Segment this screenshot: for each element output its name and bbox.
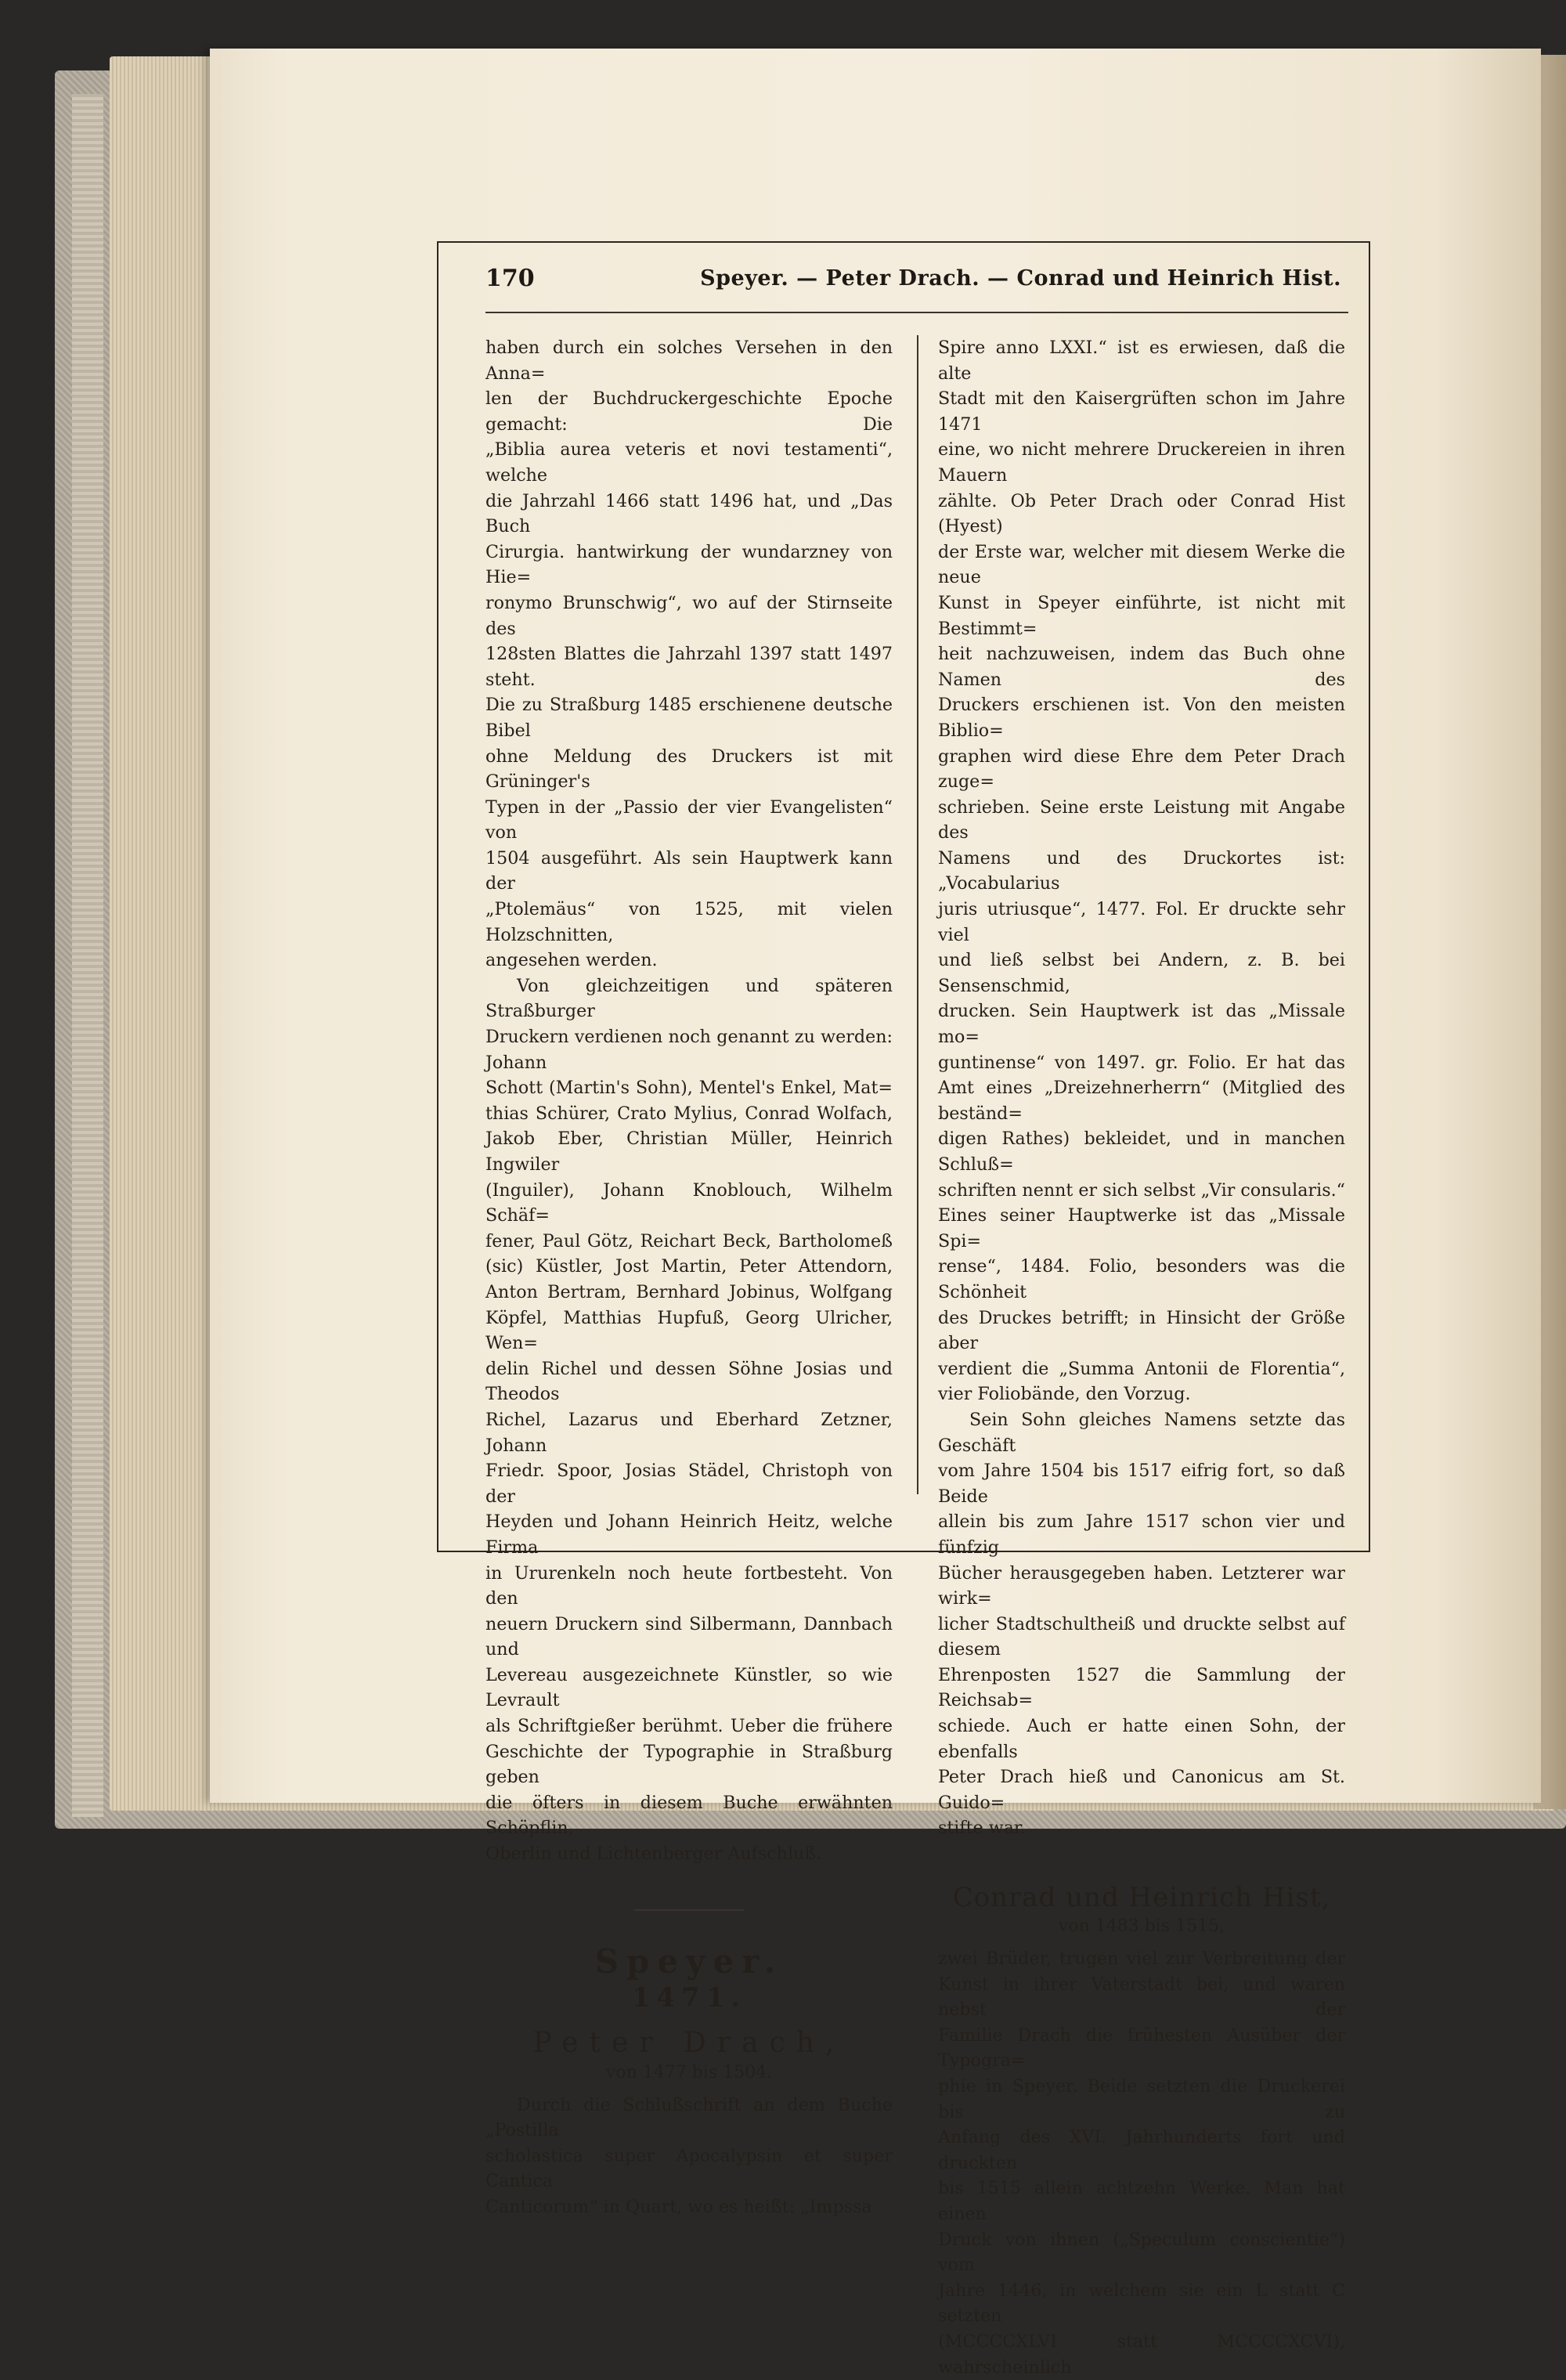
text-line: Spire anno LXXI.“ ist es erwiesen, daß die alte xyxy=(938,338,1345,384)
text-line: (MCCCCXLVI statt MCCCCXCVI), wahrscheinlich xyxy=(938,2331,1345,2378)
text-line: fener, Paul Götz, Reichart Beck, Bartholomeß xyxy=(485,1230,893,1251)
text-line: zählte. Ob Peter Drach oder Conrad Hist (Hyest) xyxy=(938,490,1345,537)
text-line: vier Foliobände, den Vorzug. xyxy=(938,1384,1191,1405)
text-line: Canticorum“ in Quart, wo es heißt: „Impssa xyxy=(485,2197,872,2217)
text-line: stifte war. xyxy=(938,1818,1027,1839)
text-line: Druck von ihnen („Speculum conscientie“) vom xyxy=(938,2229,1345,2276)
section-heading-city: Speyer. xyxy=(594,1941,784,1981)
text-line: heit nachzuweisen, indem das Buch ohne Namen des xyxy=(938,644,1345,690)
text-line: schrieben. Seine erste Leistung mit Angabe des xyxy=(938,796,1345,843)
header-rule xyxy=(485,312,1348,313)
book-spine-cloth xyxy=(72,94,103,1817)
text-line: Familie Drach die frühesten Ausüber der Typogra= xyxy=(938,2024,1345,2071)
text-line: drucken. Sein Hauptwerk ist das „Missale mo= xyxy=(938,1001,1345,1048)
text-line: Friedr. Spoor, Josias Städel, Christoph von der xyxy=(485,1461,893,1507)
text-line: Druckern verdienen noch genannt zu werden: Johann xyxy=(485,1027,893,1073)
text-line: Stadt mit den Kaisergrüften schon im Jahre 1471 xyxy=(938,388,1345,435)
text-line: ronymo Brunschwig“, wo auf der Stirnseite des xyxy=(485,592,893,639)
text-line: angesehen werden. xyxy=(485,950,658,971)
text-line: Typen in der „Passio der vier Evangelisten“ von xyxy=(485,796,893,843)
text-line: 1504 ausgeführt. Als sein Hauptwerk kann der xyxy=(485,847,893,894)
text-line: guntinense“ von 1497. gr. Folio. Er hat das xyxy=(938,1052,1345,1073)
text-line: Bücher herausgegeben haben. Letzterer war wirk= xyxy=(938,1562,1345,1609)
text-line: thias Schürer, Crato Mylius, Conrad Wolfach, xyxy=(485,1103,893,1124)
text-line: Druckers erschienen ist. Von den meisten Biblio= xyxy=(938,695,1345,741)
paragraph xyxy=(485,973,893,1867)
paragraph xyxy=(938,1407,1345,1841)
text-line: bis 1515 allein achtzehn Werke. Man hat einen xyxy=(938,2178,1345,2224)
printer-years: von 1483 bis 1515, xyxy=(1058,1916,1225,1937)
text-line: Heyden und Johann Heinrich Heitz, welche Firma xyxy=(485,1511,893,1558)
printer-heading: Peter Drach, xyxy=(532,2026,846,2059)
left-column xyxy=(485,335,893,2217)
text-line: Ehrenposten 1527 die Sammlung der Reichsab= xyxy=(938,1664,1345,1711)
paragraph xyxy=(938,335,1345,1407)
text-line: graphen wird diese Ehre dem Peter Drach zuge= xyxy=(938,746,1345,793)
text-line: „Ptolemäus“ von 1525, mit vielen Holzschnitten, xyxy=(485,899,893,945)
text-line: phie in Speyer. Beide setzten die Druckerei bis zu xyxy=(938,2076,1345,2122)
section-divider xyxy=(634,1909,744,1911)
text-line: 128sten Blattes die Jahrzahl 1397 statt 1497 steht. xyxy=(485,644,893,690)
section-heading-year: 1471. xyxy=(631,1981,747,2013)
printer-heading: Conrad und Heinrich Hist, xyxy=(952,1882,1331,1914)
text-line: rense“, 1484. Folio, besonders was die Schönheit xyxy=(938,1256,1345,1302)
page-number: 170 xyxy=(485,265,535,292)
text-line: Namens und des Druckortes ist: „Vocabularius xyxy=(938,847,1345,894)
text-line: (Inguiler), Johann Knoblouch, Wilhelm Schäf= xyxy=(485,1179,893,1226)
printer-years: von 1477 bis 1504. xyxy=(605,2062,773,2082)
text-line: der Erste war, welcher mit diesem Werke die neue xyxy=(938,541,1345,588)
text-line: in Ururenkeln noch heute fortbesteht. Von den xyxy=(485,1562,893,1609)
page-header xyxy=(485,265,1351,305)
text-line: juris utriusque“, 1477. Fol. Er druckte sehr viel xyxy=(938,899,1345,945)
text-line: Geschichte der Typographie in Straßburg geben xyxy=(485,1741,893,1788)
text-line: Jakob Eber, Christian Müller, Heinrich Ingwiler xyxy=(485,1129,893,1175)
text-line: eine, wo nicht mehrere Druckereien in ihren Mauern xyxy=(938,439,1345,486)
text-line: die öfters in diesem Buche erwähnten Schöpflin, xyxy=(485,1792,893,1839)
text-line: Richel, Lazarus und Eberhard Zetzner, Johann xyxy=(485,1409,893,1456)
text-line: delin Richel und dessen Söhne Josias und Theodos xyxy=(485,1358,893,1405)
running-head: Speyer. — Peter Drach. — Conrad und Heinrich Hist. xyxy=(700,266,1341,291)
text-line: schiede. Auch er hatte einen Sohn, der ebenfalls xyxy=(938,1716,1345,1762)
text-line: Die zu Straßburg 1485 erschienene deutsche Bibel xyxy=(485,695,893,741)
text-line: des Druckes betrifft; in Hinsicht der Größe aber xyxy=(938,1307,1345,1354)
text-line: (sic) Küstler, Jost Martin, Peter Attendorn, xyxy=(485,1256,893,1277)
text-line: Peter Drach hieß und Canonicus am St. Guido= xyxy=(938,1767,1345,1813)
text-line: Anfang des XVI. Jahrhunderts fort und druckten xyxy=(938,2127,1345,2173)
text-line: neuern Druckern sind Silbermann, Dannbach und xyxy=(485,1613,893,1660)
text-line: Sein Sohn gleiches Namens setzte das Geschäft xyxy=(938,1409,1345,1456)
text-line: haben durch ein solches Versehen in den Anna= xyxy=(485,338,893,384)
paragraph xyxy=(938,1946,1345,2380)
text-line: Amt eines „Dreizehnerherrn“ (Mitglied des beständ= xyxy=(938,1078,1345,1124)
right-column xyxy=(938,335,1345,2378)
text-line: Anton Bertram, Bernhard Jobinus, Wolfgang xyxy=(485,1281,893,1302)
text-line: scholastica super Apocalypsin et super Cantica xyxy=(485,2145,893,2192)
text-line: „Biblia aurea veteris et novi testamenti“, welche xyxy=(485,439,893,486)
text-line: als Schriftgießer berühmt. Ueber die frühere xyxy=(485,1716,893,1737)
text-line: len der Buchdruckergeschichte Epoche gemacht: Die xyxy=(485,388,893,435)
paragraph xyxy=(485,2093,893,2220)
paragraph xyxy=(485,335,893,973)
text-line: Von gleichzeitigen und späteren Straßburger xyxy=(485,975,893,1022)
text-line: Eines seiner Hauptwerke ist das „Missale Spi= xyxy=(938,1205,1345,1251)
text-line: allein bis zum Jahre 1517 schon vier und fünfzig xyxy=(938,1511,1345,1558)
text-line: Köpfel, Matthias Hupfuß, Georg Ulricher, Wen= xyxy=(485,1307,893,1354)
text-line: Kunst in Speyer einführte, ist nicht mit Bestimmt= xyxy=(938,592,1345,639)
text-line: vom Jahre 1504 bis 1517 eifrig fort, so daß Beide xyxy=(938,1461,1345,1507)
text-line: Levereau ausgezeichnete Künstler, so wie Levrault xyxy=(485,1664,893,1711)
text-line: digen Rathes) bekleidet, und in manchen Schluß= xyxy=(938,1129,1345,1175)
text-line: Cirurgia. hantwirkung der wundarzney von Hie= xyxy=(485,541,893,588)
text-line: licher Stadtschultheiß und druckte selbst auf diesem xyxy=(938,1613,1345,1660)
text-line: die Jahrzahl 1466 statt 1496 hat, und „Das Buch xyxy=(485,490,893,537)
text-line: Jahre 1446, in welchem sie ein L statt C setzten xyxy=(938,2280,1345,2327)
text-line: verdient die „Summa Antonii de Florentia“, xyxy=(938,1358,1345,1379)
column-divider xyxy=(917,335,918,1494)
text-line: Schott (Martin's Sohn), Mentel's Enkel, Mat= xyxy=(485,1078,893,1099)
text-line: Durch die Schlußschrift an dem Buche „Postilla xyxy=(485,2094,893,2141)
text-line: ohne Meldung des Druckers ist mit Grüninger's xyxy=(485,746,893,793)
text-line: schriften nennt er sich selbst „Vir consularis.“ xyxy=(938,1179,1345,1201)
text-line: und ließ selbst bei Andern, z. B. bei Sensenschmid, xyxy=(938,950,1345,996)
text-line: zwei Brüder, trugen viel zur Verbreitung der xyxy=(938,1948,1345,1970)
text-line: Kunst in ihrer Vaterstadt bei, und waren nebst der xyxy=(938,1974,1345,2021)
text-line: Oberlin und Lichtenberger Aufschluß. xyxy=(485,1844,822,1865)
